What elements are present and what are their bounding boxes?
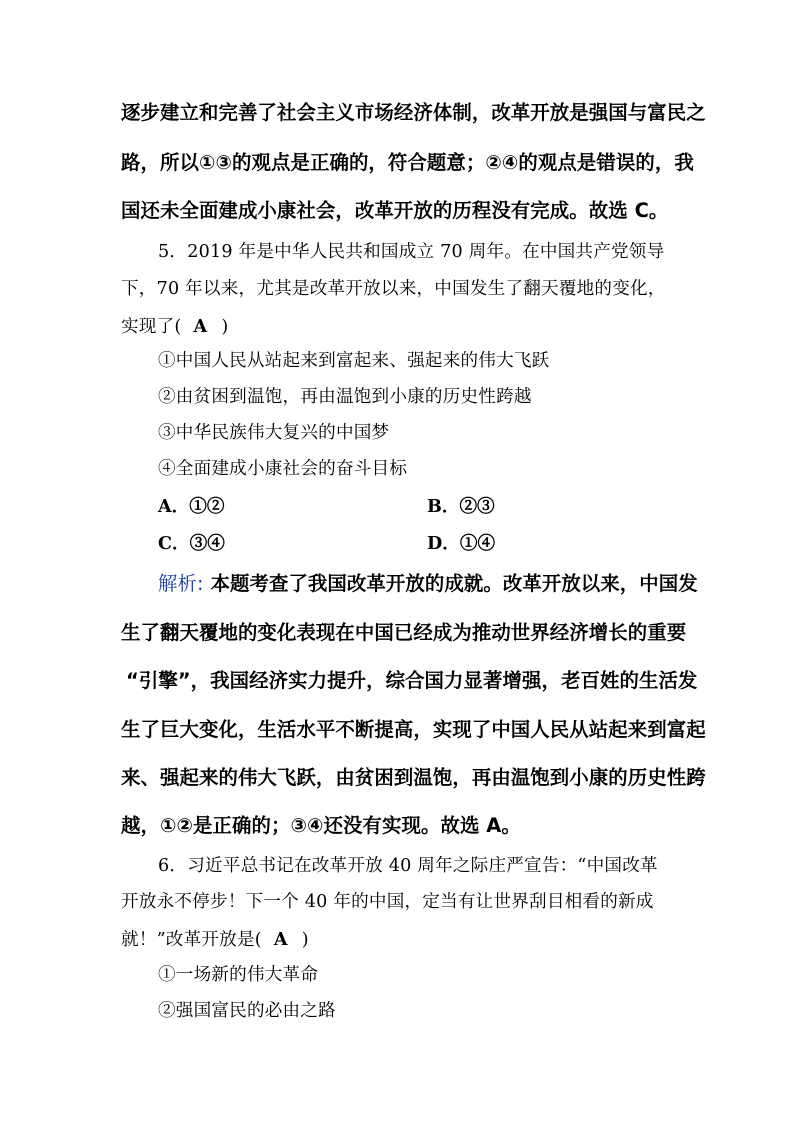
analysis-line: “引擎”，我国经济实力提升，综合国力显著增强，老百姓的生活发	[126, 669, 698, 692]
statement-1: ①中国人民从站起来到富起来、强起来的伟大飞跃	[158, 351, 550, 371]
analysis-line: 生了巨大变化，生活水平不断提高，实现了中国人民从站起来到富起	[121, 718, 706, 741]
question-5-stem: 下，70 年以来，尤其是改革开放以来，中国发生了翻天覆地的变化，	[121, 279, 666, 299]
answer-letter: A	[273, 929, 288, 950]
explanation-line: 路，所以①③的观点是正确的，符合题意；②④的观点是错误的，我	[121, 151, 694, 174]
explanation-line: 逐步建立和完善了社会主义市场经济体制，改革开放是强国与富民之	[121, 101, 706, 124]
answer-letter: A	[193, 316, 208, 337]
statement-3: ③中华民族伟大复兴的中国梦	[158, 423, 390, 443]
analysis-line: 越，①②是正确的；③④还没有实现。故选 A。	[121, 814, 521, 837]
statement-2: ②由贫困到温饱，再由温饱到小康的历史性跨越	[158, 387, 532, 407]
stem-tail-prefix: 就！”改革开放是(	[121, 930, 262, 950]
analysis-text: 本题考查了我国改革开放的成就。改革开放以来，中国发	[210, 572, 698, 595]
analysis-label: 解析:	[158, 572, 204, 595]
question-6-stem: 开放永不停步！下一个 40 年的中国，定当有让世界刮目相看的新成	[121, 892, 654, 912]
statement-1: ①一场新的伟大革命	[158, 965, 319, 985]
option-c: C．③④	[158, 533, 225, 554]
question-5-stem-tail	[121, 318, 228, 337]
stem-tail-prefix: 实现了(	[121, 317, 182, 337]
question-6-stem: 6．习近平总书记在改革开放 40 周年之际庄严宣告：“中国改革	[158, 856, 658, 876]
option-b: B．②③	[427, 496, 495, 517]
question-5-stem: 5．2019 年是中华人民共和国成立 70 周年。在中国共产党领导	[158, 242, 665, 262]
analysis-line: 生了翻天覆地的变化表现在中国已经成为推动世界经济增长的重要	[121, 621, 687, 644]
statement-2: ②强国富民的必由之路	[158, 1001, 336, 1021]
option-a: A．①②	[158, 496, 225, 517]
stem-tail-suffix: )	[221, 317, 229, 337]
analysis-line	[158, 574, 698, 593]
explanation-line: 国还未全面建成小康社会，改革开放的历程没有完成。故选 C。	[121, 199, 669, 222]
stem-tail-suffix: )	[301, 930, 309, 950]
question-6-stem-tail	[121, 931, 309, 950]
analysis-line: 来、强起来的伟大飞跃，由贫困到温饱，再由温饱到小康的历史性跨	[121, 766, 706, 789]
option-d: D．①④	[427, 533, 496, 554]
statement-4: ④全面建成小康社会的奋斗目标	[158, 459, 408, 479]
